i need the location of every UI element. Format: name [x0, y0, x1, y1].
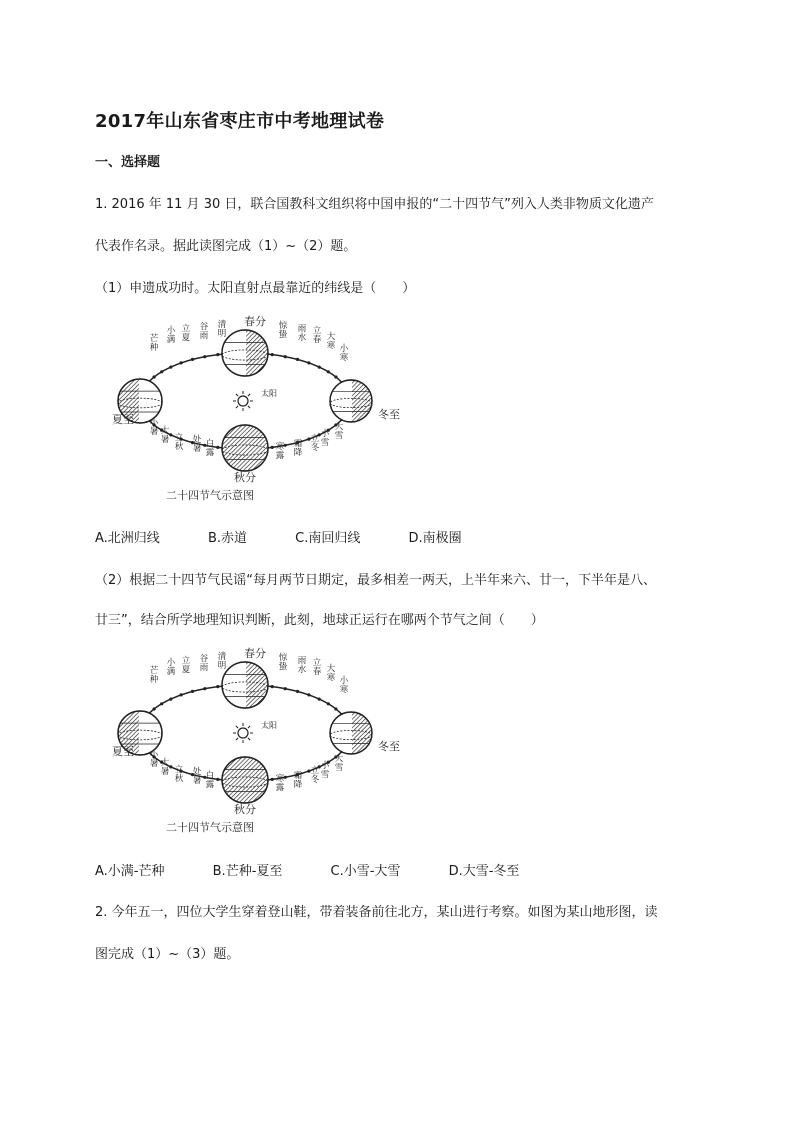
sun-label: 太阳	[261, 389, 277, 398]
term-谷雨: 谷雨	[199, 654, 209, 673]
globe-autumn	[222, 425, 268, 471]
option-a[interactable]: A.小满-芒种	[95, 864, 165, 879]
term-惊蛰: 惊蛰	[278, 653, 288, 672]
term-小暑: 小暑	[149, 750, 159, 769]
term-白露: 白露	[205, 439, 215, 458]
orbit-dot	[160, 370, 163, 373]
orbit-dot	[169, 433, 172, 436]
option-c[interactable]: C.小雪-大雪	[330, 864, 401, 879]
option-d[interactable]: D.南极圈	[408, 531, 462, 546]
orbit-dot	[318, 698, 321, 701]
term-大雪: 大雪	[334, 422, 344, 441]
term-惊蛰: 惊蛰	[278, 321, 288, 340]
label-summer-solstice: 夏至	[112, 413, 134, 426]
orbit-dot	[169, 698, 172, 701]
orbit-dot	[180, 693, 183, 696]
q1-sub1-options	[95, 527, 462, 546]
orbit-dot	[318, 366, 321, 369]
globe-autumn	[222, 757, 268, 803]
orbit-dot	[191, 358, 194, 361]
option-d[interactable]: D.大雪-冬至	[448, 864, 520, 879]
orbit-dot	[327, 370, 330, 373]
term-雨水: 雨水	[297, 324, 307, 343]
term-立冬: 立冬	[310, 766, 320, 785]
solar-terms-diagram-2	[112, 645, 412, 840]
q1-sub2-question-line1: （2）根据二十四节气民谣“每月两节日期定，最多相差一两天，上半年来六、廿一，下半年是八、	[95, 573, 657, 588]
term-霜降: 霜降	[293, 439, 303, 458]
term-立冬: 立冬	[310, 434, 320, 453]
globe-winter	[330, 712, 373, 754]
option-b[interactable]: B.芒种-夏至	[212, 864, 283, 879]
q2-stem-line1: 2. 今年五一，四位大学生穿着登山鞋，带着装备前往北方，某山进行考察。如图为某山地形图，读	[95, 905, 658, 920]
option-c[interactable]: C.南回归线	[295, 531, 361, 546]
term-寒露: 寒露	[275, 442, 285, 461]
diagram-caption: 二十四节气示意图	[166, 489, 254, 502]
label-winter-solstice: 冬至	[378, 408, 400, 421]
q1-sub2-options	[95, 860, 519, 879]
orbit-dot	[334, 707, 337, 710]
sun-label: 太阳	[261, 721, 277, 730]
term-霜降: 霜降	[293, 771, 303, 790]
globe-spring	[222, 330, 269, 376]
term-寒露: 寒露	[275, 774, 285, 793]
orbit-dot	[169, 366, 172, 369]
orbit-dot	[203, 687, 206, 690]
label-spring-equinox: 春分	[244, 315, 266, 328]
orbit-dot	[307, 693, 310, 696]
q1-sub2-question-line2: 廿三”，结合所学地理知识判断，此刻，地球正运行在哪两个节气之间（ ）	[95, 613, 544, 628]
label-autumn-equinox: 秋分	[234, 803, 256, 816]
orbit-dot	[296, 690, 299, 693]
label-autumn-equinox: 秋分	[234, 471, 256, 484]
option-b[interactable]: B.赤道	[207, 531, 248, 546]
term-小寒: 小寒	[339, 344, 349, 363]
option-a[interactable]: A.北洲归线	[95, 531, 160, 546]
orbit-dot	[180, 361, 183, 364]
q1-stem-line1: 1. 2016 年 11 月 30 日，联合国教科文组织将中国申报的“二十四节气”列入人类非物质文化遗产	[95, 197, 654, 212]
term-大寒: 大寒	[326, 332, 336, 351]
term-立夏: 立夏	[181, 656, 191, 675]
term-立春: 立春	[312, 658, 322, 677]
q1-sub1-question: （1）申遗成功时。太阳直射点最靠近的纬线是（ ）	[95, 281, 416, 296]
label-winter-solstice: 冬至	[378, 740, 400, 753]
orbit-dot	[327, 702, 330, 705]
term-白露: 白露	[205, 771, 215, 790]
term-芒种: 芒种	[149, 334, 159, 353]
orbit-dot	[334, 375, 337, 378]
page-title: 2017年山东省枣庄市中考地理试卷	[95, 111, 385, 132]
label-summer-solstice: 夏至	[112, 745, 134, 758]
orbit-dot	[191, 690, 194, 693]
term-清明: 清明	[217, 652, 227, 671]
orbit-dot	[216, 685, 219, 688]
term-立秋: 立秋	[174, 765, 184, 784]
orbit-dot	[284, 355, 287, 358]
term-小暑: 小暑	[149, 418, 159, 437]
orbit-dot	[284, 687, 287, 690]
term-小满: 小满	[166, 658, 176, 677]
sun-icon	[233, 391, 253, 411]
term-芒种: 芒种	[149, 666, 159, 685]
term-谷雨: 谷雨	[199, 322, 209, 341]
orbit-dot	[203, 355, 206, 358]
orbit-dot	[153, 375, 156, 378]
term-处暑: 处暑	[192, 435, 202, 454]
orbit-dot	[307, 361, 310, 364]
sun-icon	[233, 723, 253, 743]
orbit-dot	[216, 778, 219, 781]
orbit-dot	[216, 446, 219, 449]
orbit-dot	[216, 353, 219, 356]
section-heading: 一、选择题	[95, 155, 161, 170]
term-雨水: 雨水	[297, 656, 307, 675]
term-立夏: 立夏	[181, 324, 191, 343]
term-清明: 清明	[217, 320, 227, 339]
term-小满: 小满	[166, 326, 176, 345]
q2-stem-line2: 图完成（1）~（3）题。	[95, 947, 240, 962]
term-小寒: 小寒	[339, 676, 349, 695]
orbit-dot	[271, 353, 274, 356]
orbit-dot	[160, 702, 163, 705]
term-大寒: 大寒	[326, 664, 336, 683]
term-大暑: 大暑	[160, 426, 170, 445]
term-立秋: 立秋	[174, 433, 184, 452]
term-大雪: 大雪	[334, 754, 344, 773]
term-大暑: 大暑	[160, 758, 170, 777]
orbit-dot	[271, 685, 274, 688]
q1-stem-line2: 代表作名录。据此读图完成（1）~（2）题。	[95, 239, 357, 254]
orbit-dot	[271, 446, 274, 449]
diagram-caption: 二十四节气示意图	[166, 821, 254, 834]
orbit-dot	[271, 778, 274, 781]
orbit-dot	[169, 765, 172, 768]
orbit-dot	[153, 707, 156, 710]
label-spring-equinox: 春分	[244, 647, 266, 660]
term-小雪: 小雪	[320, 761, 330, 780]
solar-terms-diagram-1	[112, 313, 412, 508]
orbit-dot	[296, 358, 299, 361]
globe-winter	[330, 380, 373, 422]
term-立春: 立春	[312, 326, 322, 345]
term-处暑: 处暑	[192, 767, 202, 786]
globe-spring	[222, 662, 269, 708]
term-小雪: 小雪	[320, 429, 330, 448]
